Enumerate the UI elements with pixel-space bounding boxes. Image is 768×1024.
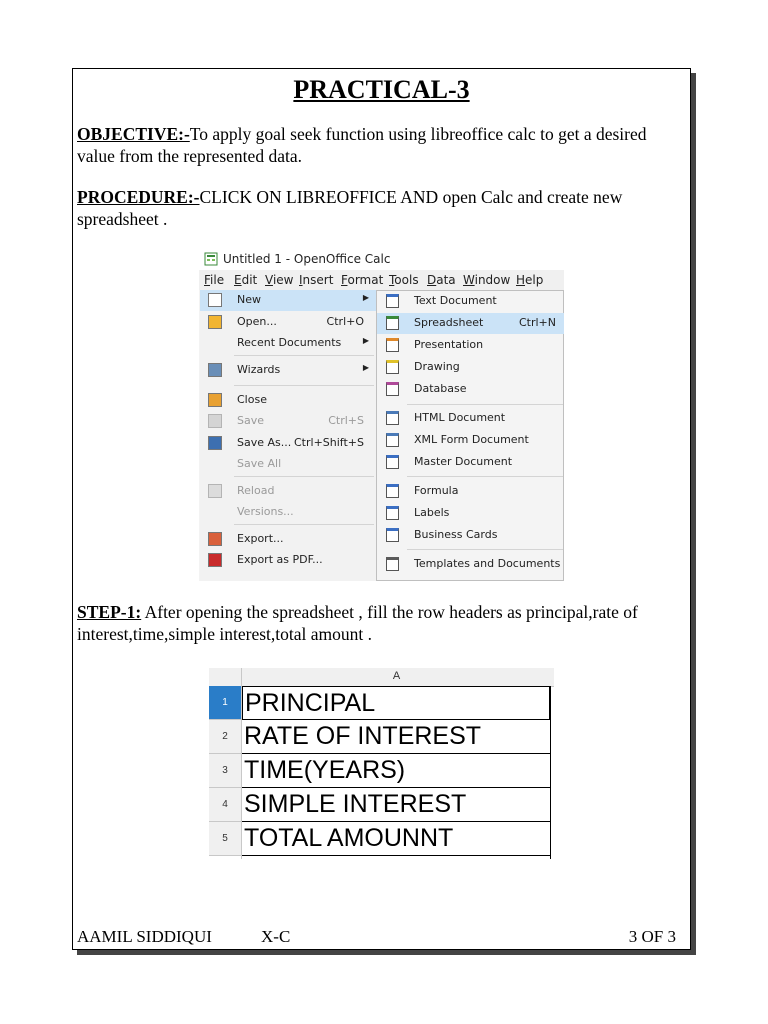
new-submenu-item-label: Formula <box>414 484 459 497</box>
select-all-corner[interactable] <box>209 668 242 686</box>
spreadsheet-row <box>209 686 554 720</box>
row-header-4[interactable]: 4 <box>209 788 242 822</box>
row-header-1[interactable]: 1 <box>209 686 242 720</box>
cell-a3[interactable]: TIME(YEARS) <box>242 754 551 788</box>
footer-author: AAMIL SIDDIQUI <box>77 927 212 946</box>
submenu-arrow-icon: ▶ <box>362 363 369 372</box>
file-menu-item-label: Recent Documents <box>237 336 342 349</box>
new-submenu-item-label: Templates and Documents <box>414 557 561 570</box>
file-menu-item-label: Export as PDF... <box>237 553 323 566</box>
menu-edit[interactable]: Edit <box>234 273 258 287</box>
reload-icon <box>208 484 222 498</box>
new-submenu-item-text-document[interactable] <box>377 291 564 312</box>
window-title: Untitled 1 - OpenOffice Calc <box>223 252 391 266</box>
wizard-icon <box>208 363 222 377</box>
cell-a4[interactable]: SIMPLE INTEREST <box>242 788 551 822</box>
file-menu <box>200 290 377 581</box>
grid-continuation <box>209 855 554 859</box>
menu-separator <box>234 476 374 477</box>
file-menu-item-label: Export... <box>237 532 284 545</box>
business-cards-icon <box>386 528 399 542</box>
file-menu-item-label: Close <box>237 393 267 406</box>
drawing-icon <box>386 360 399 374</box>
menu-view[interactable]: View <box>265 273 294 287</box>
pdf-icon <box>208 553 222 567</box>
export-icon <box>208 532 222 546</box>
menu-separator <box>407 549 563 550</box>
save-as-icon <box>208 436 222 450</box>
file-menu-item-new[interactable] <box>200 290 376 311</box>
cell-a1[interactable]: PRINCIPAL <box>242 686 551 720</box>
new-submenu-item-label: Labels <box>414 506 450 519</box>
labels-icon <box>386 506 399 520</box>
save-icon <box>208 414 222 428</box>
file-menu-item-label: Save <box>237 414 265 427</box>
menu-data[interactable]: Data <box>427 273 456 287</box>
database-icon <box>386 382 399 396</box>
cell-a5[interactable]: TOTAL AMOUNNT <box>242 822 551 856</box>
step1-label: STEP-1: <box>77 602 142 622</box>
file-menu-item-label: Save All <box>237 457 282 470</box>
file-menu-item-reload[interactable] <box>200 481 376 502</box>
menu-help[interactable]: Help <box>516 273 544 287</box>
file-menu-item-save-as[interactable] <box>200 433 376 454</box>
new-submenu-item-label: Text Document <box>414 294 497 307</box>
page-title: PRACTICAL-3 <box>293 75 470 104</box>
new-submenu <box>376 290 564 581</box>
new-submenu-item-database[interactable] <box>377 379 564 400</box>
openoffice-screenshot <box>199 248 564 581</box>
procedure-label: PROCEDURE:- <box>77 187 200 207</box>
file-menu-item-label: Versions... <box>237 505 294 518</box>
step1-text: After opening the spreadsheet , fill the row headers as principal,rate of interest,time,simple interest,total amount . <box>77 602 638 644</box>
open-folder-icon <box>208 315 222 329</box>
file-menu-item-export[interactable] <box>200 529 376 550</box>
new-submenu-item-label: Presentation <box>414 338 484 351</box>
file-menu-item-wizards[interactable] <box>200 360 376 381</box>
shortcut-label: Ctrl+N <box>518 316 556 329</box>
templates-icon <box>386 557 399 571</box>
formula-icon <box>386 484 399 498</box>
file-menu-item-label: Wizards <box>237 363 281 376</box>
new-submenu-item-master-document[interactable] <box>377 452 564 473</box>
menu-window[interactable]: Window <box>463 273 511 287</box>
menu-format[interactable]: Format <box>341 273 384 287</box>
spreadsheet-screenshot <box>209 668 554 859</box>
new-submenu-item-templates-and-documents[interactable] <box>377 554 564 575</box>
objective-label: OBJECTIVE:- <box>77 124 190 144</box>
file-menu-item-save-all[interactable] <box>200 454 376 475</box>
file-menu-item-open[interactable] <box>200 312 376 333</box>
objective-text: To apply goal seek function using libreoffice calc to get a desired value from the represented data. <box>77 124 647 166</box>
menu-separator <box>234 524 374 525</box>
new-document-icon <box>208 293 222 307</box>
menu-separator <box>234 355 374 356</box>
menu-insert[interactable]: Insert <box>299 273 334 287</box>
spreadsheet-row <box>209 788 554 822</box>
file-menu-item-label: Open... <box>237 315 277 328</box>
step1-paragraph <box>77 601 682 645</box>
xml-form-icon <box>386 433 399 447</box>
shortcut-label: Ctrl+S <box>328 414 364 427</box>
new-submenu-item-label: HTML Document <box>414 411 506 424</box>
submenu-arrow-icon: ▶ <box>362 293 369 302</box>
new-submenu-item-spreadsheet[interactable] <box>377 313 564 334</box>
menubar <box>199 270 564 290</box>
spreadsheet-row <box>209 822 554 856</box>
file-menu-item-save[interactable] <box>200 411 376 432</box>
menu-tools[interactable]: Tools <box>389 273 419 287</box>
procedure-text: CLICK ON LIBREOFFICE AND open Calc and create new spreadsheet . <box>77 187 623 229</box>
file-menu-item-label: Reload <box>237 484 275 497</box>
file-menu-item-export-as-pdf[interactable] <box>200 550 376 571</box>
new-submenu-item-labels[interactable] <box>377 503 564 524</box>
new-submenu-item-label: Master Document <box>414 455 513 468</box>
html-document-icon <box>386 411 399 425</box>
menu-separator <box>234 385 374 386</box>
spreadsheet-row <box>209 720 554 754</box>
new-submenu-item-formula[interactable] <box>377 481 564 502</box>
footer-class: X-C <box>261 927 291 946</box>
row-header-3[interactable]: 3 <box>209 754 242 788</box>
cell-a2[interactable]: RATE OF INTEREST <box>242 720 551 754</box>
shortcut-label: Ctrl+O <box>326 315 364 328</box>
file-menu-item-label: New <box>237 293 261 306</box>
new-submenu-item-xml-form-document[interactable] <box>377 430 564 451</box>
menu-file[interactable]: File <box>204 273 225 287</box>
column-header-bar <box>209 668 554 687</box>
menu-separator <box>407 404 563 405</box>
submenu-arrow-icon: ▶ <box>362 336 369 345</box>
text-document-icon <box>386 294 399 308</box>
new-submenu-item-label: Drawing <box>414 360 460 373</box>
new-submenu-item-html-document[interactable] <box>377 408 564 429</box>
objective-paragraph <box>77 123 682 167</box>
new-submenu-item-label: XML Form Document <box>414 433 529 446</box>
file-menu-item-recent-documents[interactable] <box>200 333 376 354</box>
file-menu-item-label: Save As... <box>237 436 292 449</box>
footer-page-number: 3 OF 3 <box>628 927 676 946</box>
document-page <box>72 68 691 950</box>
master-document-icon <box>386 455 399 469</box>
new-submenu-item-label: Database <box>414 382 467 395</box>
procedure-paragraph <box>77 186 682 230</box>
new-submenu-item-business-cards[interactable] <box>377 525 564 546</box>
file-menu-item-versions[interactable] <box>200 502 376 523</box>
new-submenu-item-label: Business Cards <box>414 528 498 541</box>
column-header-a[interactable]: A <box>392 670 401 682</box>
menu-separator <box>407 476 563 477</box>
new-submenu-item-presentation[interactable] <box>377 335 564 356</box>
shortcut-label: Ctrl+Shift+S <box>294 436 364 449</box>
spreadsheet-row <box>209 754 554 788</box>
file-menu-item-close[interactable] <box>200 390 376 411</box>
presentation-icon <box>386 338 399 352</box>
new-submenu-item-drawing[interactable] <box>377 357 564 378</box>
new-submenu-item-label: Spreadsheet <box>414 316 484 329</box>
row-header-5[interactable]: 5 <box>209 822 242 856</box>
window-titlebar <box>199 248 564 270</box>
row-header-2[interactable]: 2 <box>209 720 242 754</box>
close-doc-icon <box>208 393 222 407</box>
calc-app-icon <box>204 252 218 266</box>
spreadsheet-icon <box>386 316 399 330</box>
